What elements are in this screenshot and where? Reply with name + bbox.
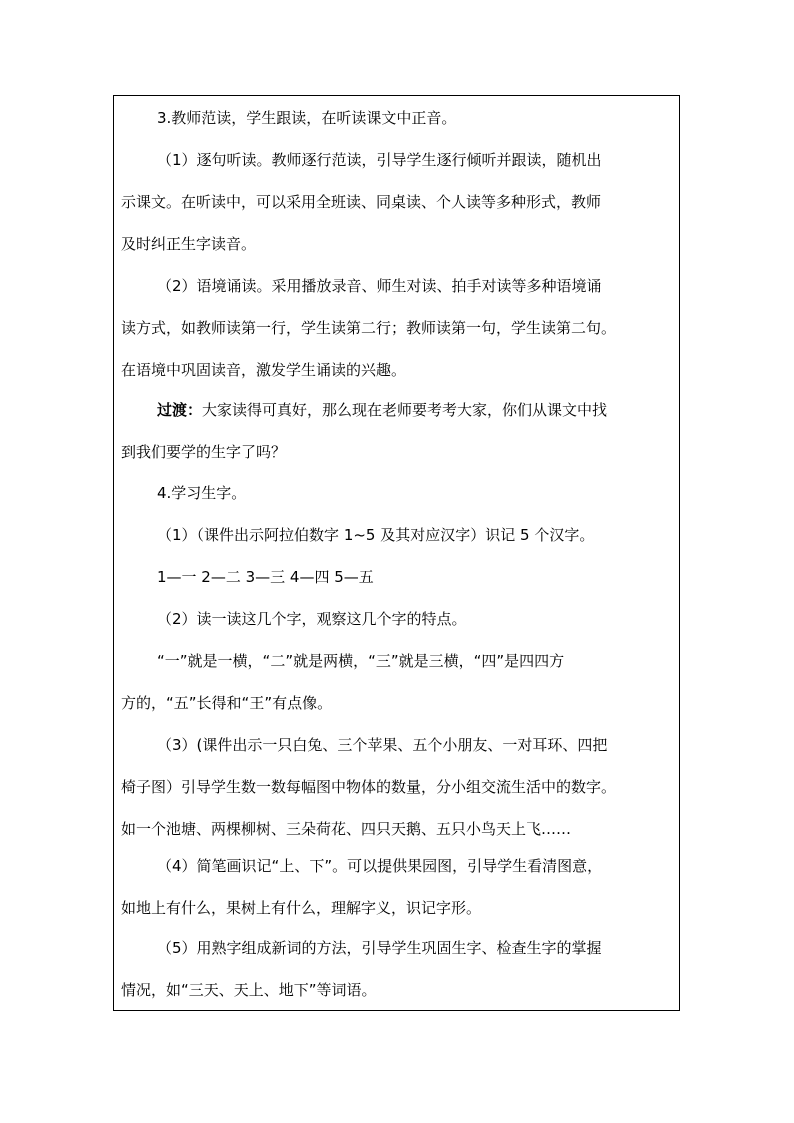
paragraph-up-down [121, 845, 673, 929]
paragraph-line: 如一个池塘、两棵柳树、三朵荷花、四只天鹅、五只小鸟天上飞…… [121, 820, 572, 838]
paragraph-line: （4）简笔画识记“上、下”。可以提供果园图，引导学生看清图意， [157, 857, 603, 875]
paragraph-line: 及时纠正生字读音。 [121, 235, 257, 253]
paragraph-line: （1）（课件出示阿拉伯数字 1~5 及其对应汉字）识记 5 个汉字。 [157, 526, 595, 544]
paragraph-line: （5）用熟字组成新词的方法，引导学生巩固生字、检查生字的掌握 [157, 939, 602, 957]
paragraph-sentence-reading [121, 139, 673, 265]
paragraph-line: 1—一 2—二 3—三 4—四 5—五 [157, 568, 374, 586]
paragraph-line: 如地上有什么，果树上有什么，理解字义，识记字形。 [121, 899, 482, 917]
paragraph-step-3 [121, 97, 673, 139]
paragraph-new-words [121, 927, 673, 1011]
paragraph-line [121, 389, 673, 431]
paragraph-line: 4.学习生字。 [157, 484, 247, 502]
paragraph-line: 在语境中巩固读音，激发学生诵读的兴趣。 [121, 361, 407, 379]
paragraph-counting [121, 724, 673, 850]
paragraph-line: “一”就是一横，“二”就是两横，“三”就是三横，“四”是四四方 [157, 652, 565, 670]
paragraph-line: （1）逐句听读。教师逐行范读，引导学生逐行倾听并跟读，随机出 [157, 151, 602, 169]
paragraph-line: （2）读一读这几个字，观察这几个字的特点。 [157, 610, 467, 628]
paragraph-line: （2）语境诵读。采用播放录音、师生对读、拍手对读等多种语境诵 [157, 277, 602, 295]
paragraph-context-reading [121, 265, 673, 391]
paragraph-line: 读方式，如教师读第一行，学生读第二行；教师读第一句，学生读第二句。 [121, 319, 617, 337]
paragraph-numbers-intro [121, 514, 673, 556]
paragraph-line: 示课文。在听读中，可以采用全班读、同桌读、个人读等多种形式，教师 [121, 193, 602, 211]
paragraph-line: 到我们要学的生字了吗？ [121, 443, 287, 461]
paragraph-line: 情况，如“三天、天上、地下”等词语。 [121, 981, 377, 999]
paragraph-step-4 [121, 472, 673, 514]
paragraph-line: 3.教师范读，学生跟读，在听读课文中正音。 [157, 109, 457, 127]
transition-label: 过渡： [157, 401, 203, 419]
paragraph-line: 椅子图）引导学生数一数每幅图中物体的数量，分小组交流生活中的数字。 [121, 778, 617, 796]
paragraph-transition [121, 389, 673, 473]
transition-text: 大家读得可真好，那么现在老师要考考大家，你们从课文中找 [202, 401, 608, 419]
paragraph-line: 方的，“五”长得和“王”有点像。 [121, 694, 333, 712]
paragraph-observe [121, 598, 673, 640]
paragraph-strokes [121, 640, 673, 724]
paragraph-number-pairs [121, 556, 673, 598]
paragraph-line: （3）(课件出示一只白兔、三个苹果、五个小朋友、一对耳环、四把 [157, 736, 608, 754]
